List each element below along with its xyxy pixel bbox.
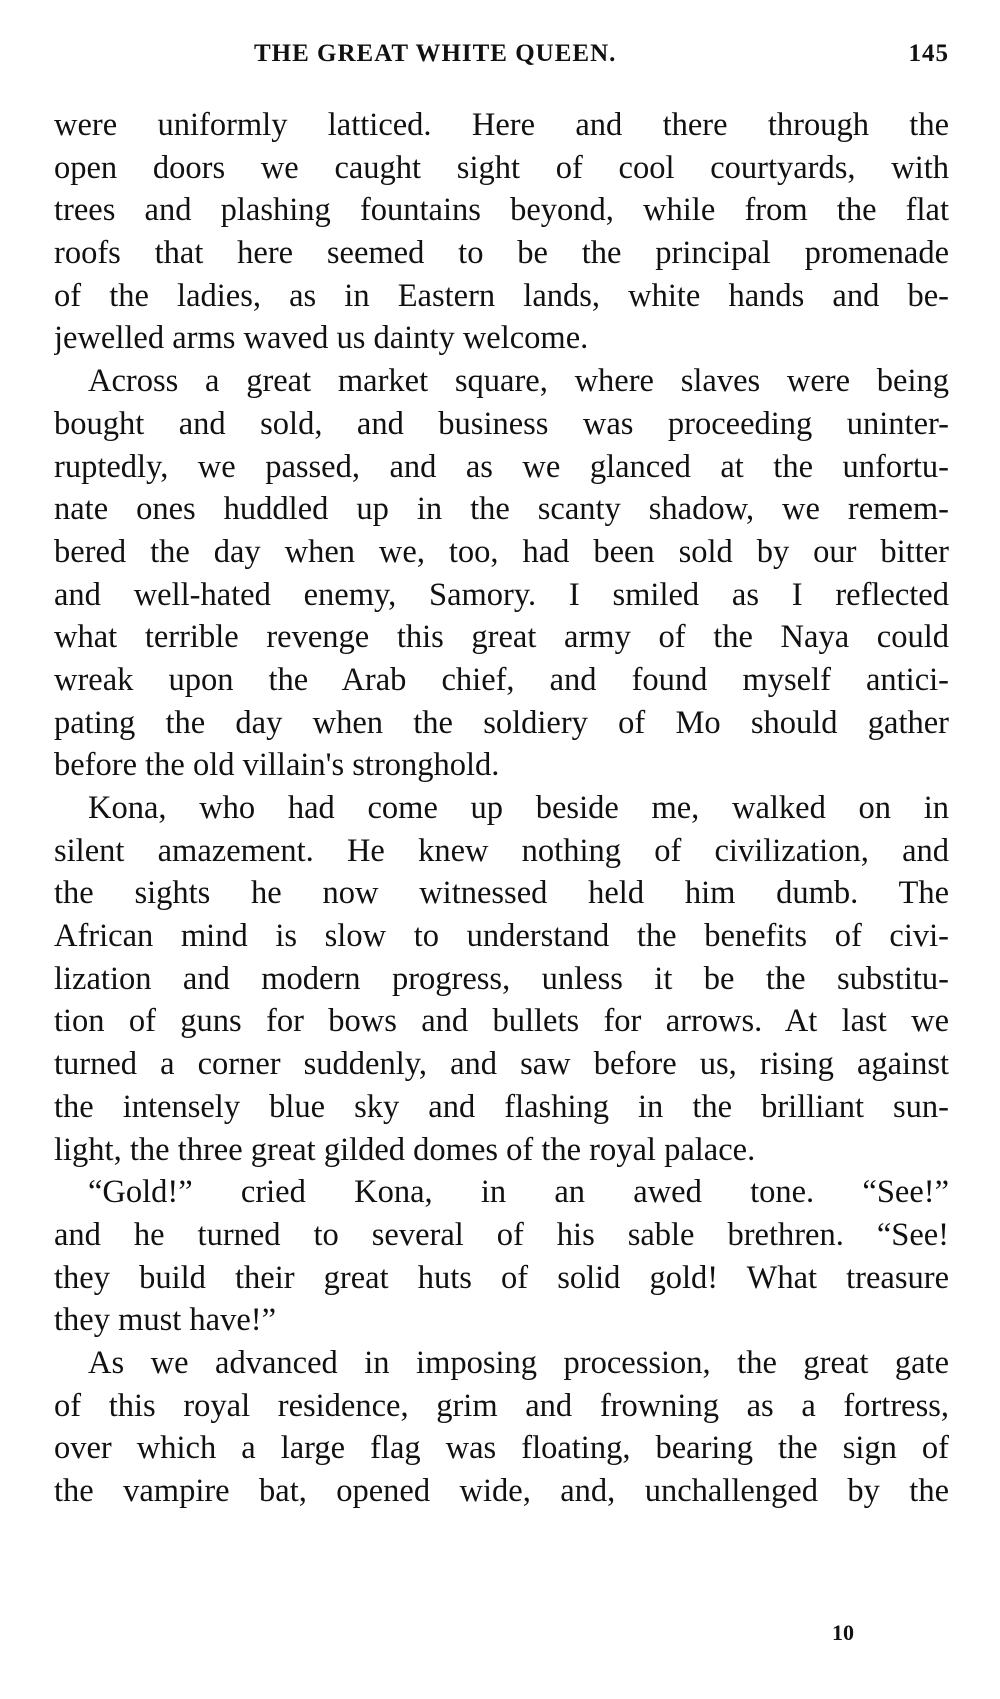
text-line: bought and sold, and business was proceeding uninter- bbox=[54, 405, 949, 442]
paragraph bbox=[54, 787, 949, 1171]
text-line: turned a corner suddenly, and saw before us, rising against bbox=[54, 1046, 949, 1083]
text-line: the sights he now witnessed held him dumb. The bbox=[54, 875, 949, 912]
page-number: 145 bbox=[908, 40, 949, 67]
text-line: they build their great huts of solid gold! What treasure bbox=[54, 1259, 949, 1296]
text-line: African mind is slow to understand the benefits of civi- bbox=[54, 918, 949, 955]
text-line: silent amazement. He knew nothing of civilization, and bbox=[54, 832, 949, 869]
text-line: the vampire bat, opened wide, and, unchallenged by the bbox=[54, 1473, 949, 1509]
text-line: and well-hated enemy, Samory. I smiled as I reflected bbox=[54, 576, 949, 613]
text-line: what terrible revenge this great army of the Naya could bbox=[54, 619, 949, 656]
text-line: they must have!” bbox=[54, 1302, 277, 1339]
text-line: of the ladies, as in Eastern lands, white hands and be- bbox=[54, 277, 949, 314]
text-line: were uniformly latticed. Here and there through the bbox=[54, 107, 949, 143]
paragraph bbox=[54, 360, 949, 787]
paragraph bbox=[54, 104, 949, 360]
text-line: tion of guns for bows and bullets for arrows. At last we bbox=[54, 1003, 949, 1040]
paragraph bbox=[54, 1171, 949, 1342]
text-line: and he turned to several of his sable brethren. “See! bbox=[54, 1216, 949, 1253]
text-line: light, the three great gilded domes of the royal palace. bbox=[54, 1131, 756, 1168]
text-line: lization and modern progress, unless it be the substitu- bbox=[54, 960, 949, 997]
text-line: the intensely blue sky and flashing in the brilliant sun- bbox=[54, 1088, 949, 1125]
text-line: before the old villain's stronghold. bbox=[54, 747, 500, 784]
text-line: ruptedly, we passed, and as we glanced at the unfortu- bbox=[54, 448, 949, 485]
signature-mark: 10 bbox=[832, 1620, 854, 1645]
text-line: Across a great market square, where slaves were being bbox=[88, 363, 949, 400]
text-line: As we advanced in imposing procession, the great gate bbox=[88, 1344, 949, 1381]
text-line: jewelled arms waved us dainty welcome. bbox=[54, 320, 589, 357]
running-title: THE GREAT WHITE QUEEN. bbox=[254, 40, 617, 67]
text-line: nate ones huddled up in the scanty shadow, we remem- bbox=[54, 491, 949, 528]
running-head bbox=[54, 40, 949, 80]
text-line: trees and plashing fountains beyond, while from the flat bbox=[54, 192, 949, 229]
text-line: of this royal residence, grim and frowning as a fortress, bbox=[54, 1387, 949, 1424]
text-line: roofs that here seemed to be the principal promenade bbox=[54, 235, 949, 272]
text-line: “Gold!” cried Kona, in an awed tone. “See!” bbox=[88, 1174, 949, 1211]
paragraph bbox=[54, 1342, 949, 1513]
text-line: open doors we caught sight of cool courtyards, with bbox=[54, 149, 949, 186]
text-line: over which a large flag was floating, bearing the sign of bbox=[54, 1430, 949, 1467]
text-line: Kona, who had come up beside me, walked on in bbox=[88, 790, 949, 826]
text-line: bered the day when we, too, had been sold by our bitter bbox=[54, 533, 949, 570]
text-line: pating the day when the soldiery of Mo should gather bbox=[54, 704, 949, 741]
body-text bbox=[54, 104, 949, 1513]
text-line: wreak upon the Arab chief, and found myself antici- bbox=[54, 661, 949, 698]
